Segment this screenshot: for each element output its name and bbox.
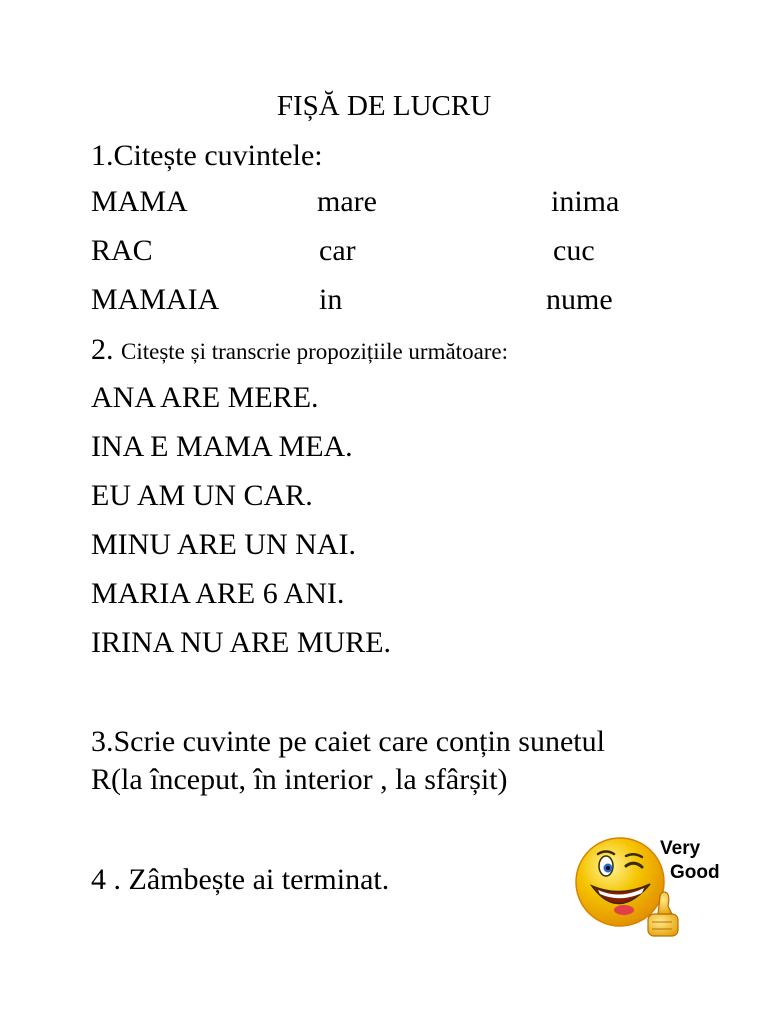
sentence-line: MARIA ARE 6 ANI. [91, 577, 345, 610]
exercise3-line1: 3.Scrie cuvinte pe caiet care conțin sunetul [91, 725, 605, 758]
word-cell: inima [551, 185, 620, 218]
sentence-line: EU AM UN CAR. [91, 479, 313, 512]
exercise2-heading [91, 330, 508, 372]
exercise2-instruction: Citește și transcrie propozițiile următoare: [121, 339, 509, 364]
word-cell: cuc [553, 234, 595, 267]
sentence-line: INA E MAMA MEA. [91, 430, 353, 463]
word-cell: mare [317, 185, 377, 218]
sentence-line: IRINA NU ARE MURE. [91, 626, 392, 659]
word-cell: RAC [91, 234, 153, 267]
exercise2-number: 2. [91, 333, 114, 366]
worksheet-title: FIȘĂ DE LUCRU [276, 90, 492, 122]
sentence-line: MINU ARE UN NAI. [91, 528, 356, 561]
word-cell: MAMAIA [91, 283, 220, 316]
badge-text-very: Very [660, 838, 701, 859]
word-cell: MAMA [91, 185, 188, 218]
word-cell: nume [546, 283, 613, 316]
sentence-line: ANA ARE MERE. [91, 381, 319, 414]
word-cell: in [319, 283, 343, 316]
very-good-badge [568, 830, 720, 942]
badge-text-good: Good [670, 862, 720, 883]
word-cell: car [319, 234, 356, 267]
smiley-thumbs-up-icon [568, 830, 720, 942]
exercise1-heading: 1.Citește cuvintele: [91, 139, 323, 172]
exercise3-line2: R(la început, în interior , la sfârșit) [91, 763, 508, 796]
exercise4-text: 4 . Zâmbește ai terminat. [91, 863, 390, 896]
